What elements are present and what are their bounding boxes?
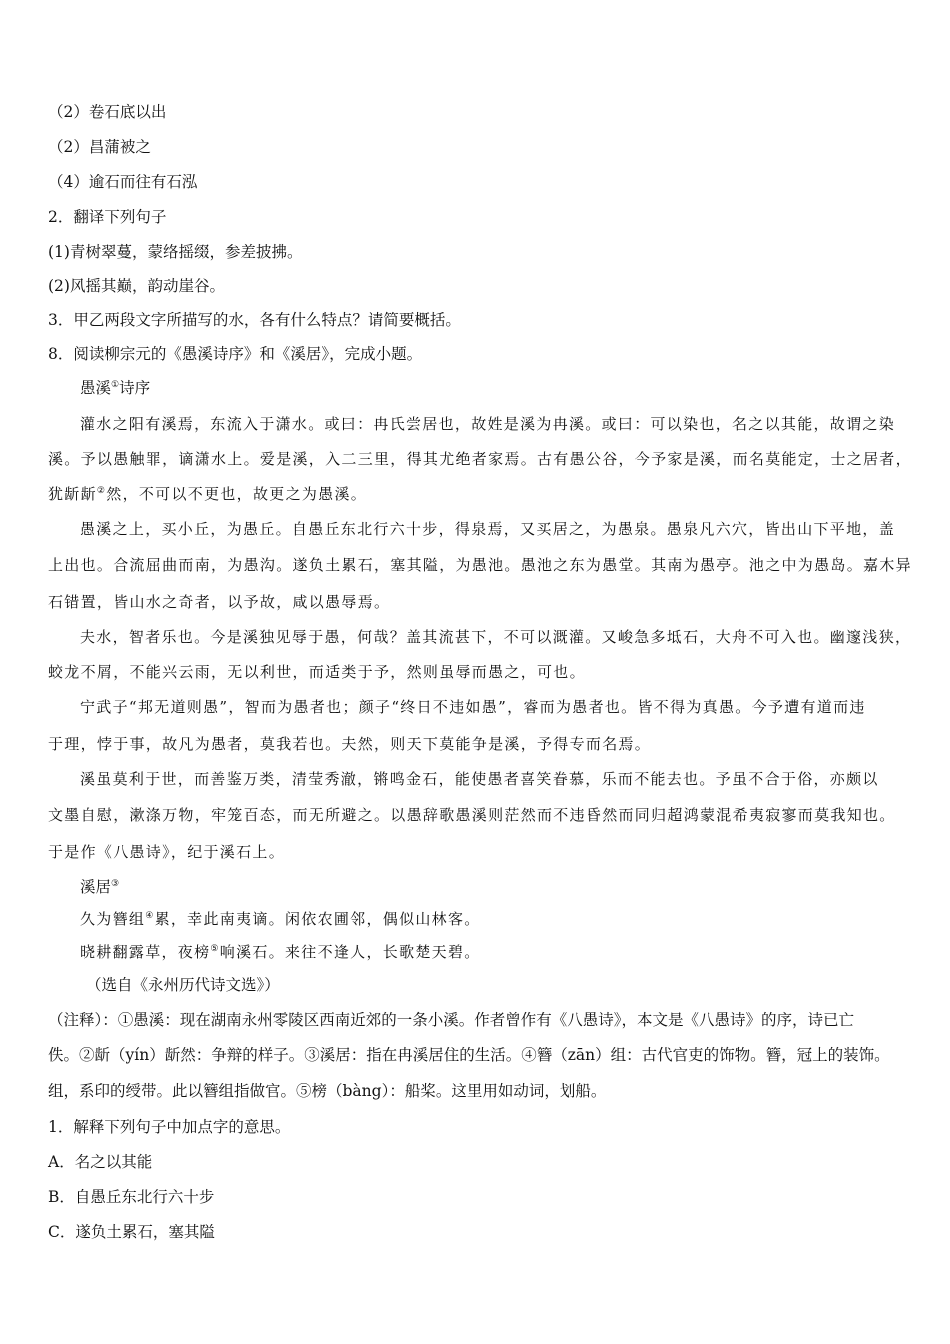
- essay-paragraph-2-line-2: 上出也。合流屈曲而南，为愚沟。遂负土累石，塞其隘，为愚池。愚池之东为愚堂。其南为愚亭。池之中为愚岛。嘉木异: [48, 556, 912, 574]
- footnote-marker: ②: [96, 486, 107, 496]
- notes-line-1: （注释）：①愚溪：现在湖南永州零陵区西南近郊的一条小溪。作者曾作有《八愚诗》，本文是《八愚诗》的序，诗已亡: [48, 1011, 855, 1029]
- question-8-title: 8．阅读柳宗元的《愚溪诗序》和《溪居》，完成小题。: [48, 345, 423, 363]
- poem-text: 久为簪组: [80, 910, 146, 928]
- essay-paragraph-5-line-1: 溪虽莫利于世，而善鉴万类，清莹秀澈，锵鸣金石，能使愚者喜笑眷慕，乐而不能去也。予虽不合于俗，亦颇以: [80, 770, 879, 788]
- item-3: （4）逾石而往有石泓: [48, 173, 198, 191]
- notes-line-3: 组，系印的绶带。此以簪组指做官。⑤榜（bàng）：船桨。这里用如动词，划船。: [48, 1082, 607, 1100]
- essay-paragraph-5-line-3: 于是作《八愚诗》，纪于溪石上。: [48, 843, 286, 861]
- essay-paragraph-5-line-2: 文墨自慰，漱涤万物，牢笼百态，而无所避之。以愚辞歌愚溪则茫然而不违昏然而同归超鸿蒙混希夷寂寥而莫我知也。: [48, 806, 896, 824]
- poem-text: 响溪石。来往不逢人，长歌楚天碧。: [219, 943, 481, 961]
- essay-paragraph-2-line-1: 愚溪之上，买小丘，为愚丘。自愚丘东北行六十步，得泉焉，又买居之，为愚泉。愚泉凡六穴，皆出山下平地，盖: [80, 520, 896, 538]
- essay-paragraph-2-line-3: 石错置，皆山水之奇者，以予故，咸以愚辱焉。: [48, 593, 391, 611]
- question-3-title: 3．甲乙两段文字所描写的水，各有什么特点？请简要概括。: [48, 311, 461, 329]
- poem-line-2: [80, 942, 481, 962]
- poem-source: （选自《永州历代诗文选》）: [86, 976, 280, 994]
- poem-heading-text: 溪居: [80, 878, 112, 896]
- poem-text: 累，幸此南夷谪。闲依农圃邻，偶似山林客。: [154, 910, 481, 928]
- essay-paragraph-1-line-2: 溪。予以愚触罪，谪潇水上。爱是溪，入二三里，得其尤绝者家焉。古有愚公谷，今予家是溪，而名莫能定，士之居者，: [48, 450, 912, 468]
- poem-text: 晓耕翻露草，夜榜: [80, 943, 211, 961]
- question-2-sentence-1: (1)青树翠蔓，蒙络摇缀，参差披拂。: [48, 243, 303, 261]
- option-b: B．自愚丘东北行六十步: [48, 1188, 215, 1206]
- item-1: （2）卷石底以出: [48, 103, 167, 121]
- footnote-marker: ④: [145, 911, 155, 921]
- item-2: （2）昌蒲被之: [48, 138, 151, 156]
- essay-heading-text: 愚溪: [80, 379, 112, 397]
- essay-heading: [80, 378, 150, 398]
- essay-text: 犹龂龂: [48, 485, 97, 503]
- essay-paragraph-3-line-1: 夫水，智者乐也。今是溪独见辱于愚，何哉？盖其流甚下，不可以溉灌。又峻急多坻石，大舟不可入也。幽邃浅狭，: [80, 628, 912, 646]
- footnote-marker: ③: [111, 878, 120, 889]
- poem-heading: [80, 877, 119, 897]
- option-c: C．遂负土累石，塞其隘: [48, 1223, 215, 1241]
- essay-paragraph-1-line-3: [48, 484, 367, 504]
- notes-line-2: 佚。②龂（yín）龂然：争辩的样子。③溪居：指在冉溪居住的生活。④簪（zān）组：古代官吏的饰物。簪，冠上的装饰。: [48, 1046, 890, 1064]
- essay-text: 然，不可以不更也，故更之为愚溪。: [106, 485, 368, 503]
- essay-paragraph-3-line-2: 蛟龙不屑，不能兴云雨，无以利世，而适类于予，然则虽辱而愚之，可也。: [48, 663, 586, 681]
- footnote-marker: ①: [111, 379, 120, 390]
- question-2-title: 2．翻译下列句子: [48, 208, 167, 226]
- footnote-marker: ⑤: [210, 944, 220, 954]
- essay-paragraph-4-line-1: 宁武子“邦无道则愚”，智而为愚者也；颜子“终日不违如愚”，睿而为愚者也。皆不得为真愚。今予遭有道而违: [80, 698, 866, 716]
- question-2-sentence-2: (2)风摇其巅，韵动崖谷。: [48, 277, 225, 295]
- essay-paragraph-1-line-1: 灌水之阳有溪焉，东流入于潇水。或曰：冉氏尝居也，故姓是溪为冉溪。或曰：可以染也，名之以其能，故谓之染: [80, 415, 896, 433]
- sub-question-1-title: 1．解释下列句子中加点字的意思。: [48, 1118, 291, 1136]
- essay-heading-suffix: 诗序: [119, 379, 151, 397]
- option-a: A．名之以其能: [48, 1153, 153, 1171]
- poem-line-1: [80, 909, 481, 929]
- essay-paragraph-4-line-2: 于理，悖于事，故凡为愚者，莫我若也。夫然，则天下莫能争是溪，予得专而名焉。: [48, 735, 652, 753]
